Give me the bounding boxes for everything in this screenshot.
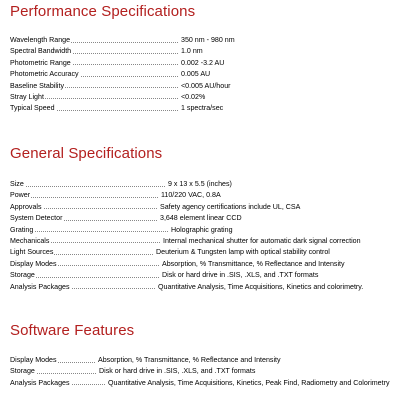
spec-label: System Detector xyxy=(10,213,63,224)
dot-leader xyxy=(10,197,158,198)
dot-leader xyxy=(10,186,165,187)
general-specifications-title: General Specifications xyxy=(10,145,163,162)
spec-label: Analysis Packages xyxy=(10,282,71,293)
spec-label: Wavelength Range xyxy=(10,35,71,46)
spec-row xyxy=(10,81,410,92)
spec-row xyxy=(10,35,410,46)
general-spec-list xyxy=(10,179,410,293)
spec-value: 110/220 VAC, 0.8A xyxy=(160,190,221,201)
spec-label: Analysis Packages xyxy=(10,378,71,389)
performance-spec-list xyxy=(10,35,410,115)
spec-row xyxy=(10,366,410,377)
spec-value: 0.005 AU xyxy=(180,69,210,80)
spec-label: Display Modes xyxy=(10,259,58,270)
general-specifications-section xyxy=(10,145,410,293)
spec-label: Light Sources xyxy=(10,247,54,258)
spec-label: Stray Light xyxy=(10,92,45,103)
spec-label: Display Modes xyxy=(10,355,58,366)
spec-label: Storage xyxy=(10,366,36,377)
spec-value: 0.002 -3.2 AU xyxy=(180,58,224,69)
spec-label: Power xyxy=(10,190,31,201)
spec-value: <0.005 AU/hour xyxy=(180,81,231,92)
spec-row xyxy=(10,103,410,114)
spec-value: 350 nm - 980 nm xyxy=(180,35,235,46)
spec-value: Quantitative Analysis, Time Acquisitions, Kinetics and colorimetry. xyxy=(157,282,363,293)
spec-value: 1 spectra/sec xyxy=(180,103,223,114)
spec-row xyxy=(10,190,410,201)
spec-value: Safety agency certifications include UL, CSA xyxy=(159,202,300,213)
spec-value: Absorption, % Transmittance, % Reflectance and Intensity xyxy=(161,259,345,270)
performance-specifications-title: Performance Specifications xyxy=(10,3,196,20)
spec-value: Absorption, % Transmittance, % Reflectance and Intensity xyxy=(97,355,281,366)
spec-row xyxy=(10,236,410,247)
spec-label: Photometric Range xyxy=(10,58,72,69)
spec-label: Mechanicals xyxy=(10,236,50,247)
software-feature-list xyxy=(10,355,410,389)
spec-row xyxy=(10,259,410,270)
spec-value: Internal mechanical shutter for automatic dark signal correction xyxy=(162,236,361,247)
spec-label: Baseline Stability xyxy=(10,81,65,92)
spec-row xyxy=(10,58,410,69)
spec-label: Photometric Accuracy xyxy=(10,69,80,80)
spec-row xyxy=(10,92,410,103)
spec-row xyxy=(10,282,410,293)
spec-row xyxy=(10,46,410,57)
spec-value: Quantitative Analysis, Time Acquisitions, Kinetics, Peak Find, Radiometry and Colorimetry xyxy=(107,378,390,389)
spec-label: Typical Speed xyxy=(10,103,56,114)
spec-value: 9 x 13 x 5.5 (inches) xyxy=(167,179,232,190)
spec-label: Approvals xyxy=(10,202,43,213)
spec-value: Holographic grating xyxy=(170,225,233,236)
spec-value: Disk or hard drive in .SIS, .XLS, and .TXT formats xyxy=(98,366,255,377)
performance-specifications-section xyxy=(10,3,410,115)
spec-row xyxy=(10,213,410,224)
spec-row xyxy=(10,355,410,366)
spec-row xyxy=(10,378,410,389)
spec-value: 1.0 nm xyxy=(180,46,203,57)
spec-value: <0.02% xyxy=(180,92,205,103)
spec-value: Deuterium & Tungsten lamp with optical stability control xyxy=(155,247,330,258)
spec-label: Grating xyxy=(10,225,34,236)
spec-label: Storage xyxy=(10,270,36,281)
spec-row xyxy=(10,202,410,213)
spec-row xyxy=(10,270,410,281)
spec-value: 3,648 element linear CCD xyxy=(159,213,242,224)
software-features-title: Software Features xyxy=(10,322,135,339)
spec-label: Size xyxy=(10,179,25,190)
spec-row xyxy=(10,179,410,190)
spec-row xyxy=(10,69,410,80)
spec-label: Spectral Bandwidth xyxy=(10,46,72,57)
spec-row xyxy=(10,247,410,258)
spec-value: Disk or hard drive in .SIS, .XLS, and .TXT formats xyxy=(161,270,318,281)
spec-row xyxy=(10,225,410,236)
software-features-section xyxy=(10,322,410,389)
